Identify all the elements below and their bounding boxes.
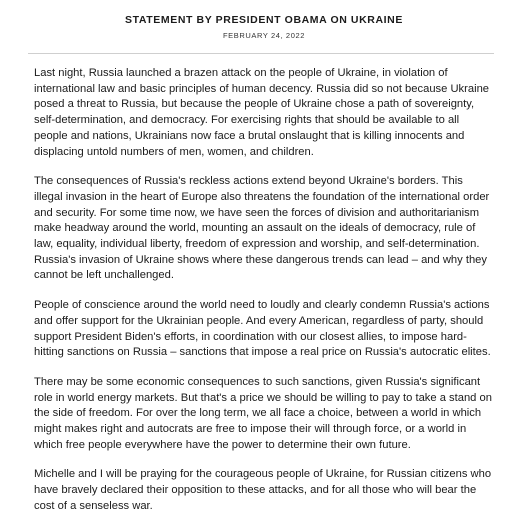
statement-title: STATEMENT BY PRESIDENT OBAMA ON UKRAINE [125, 14, 403, 26]
paragraph-1: Last night, Russia launched a brazen attack on the people of Ukraine, in violation of international law and basic principles of human decency. Russia did so not because Ukraine posed a threat to Russia, but because the people of Ukraine chose a path of sovereignty, self-determination, and democracy. For exercising rights that should be available to all people and nations, Ukrainians now face a brutal onslaught that is killing innocents and displacing untold numbers of men, women, and children. [34, 67, 490, 158]
paragraph-3: People of conscience around the world need to loudly and clearly condemn Russia's actions and offer support for the Ukrainian people. And every American, regardless of party, should support President Biden's efforts, in coordination with our closest allies, to impose hard-hitting sanctions on Russia – sanctions that impose a real price on Russia's autocratic elites. [34, 299, 491, 359]
paragraph-5: Michelle and I will be praying for the courageous people of Ukraine, for Russian citizens who have bravely declared their opposition to these attacks, and for all those who will bear the cost of a senseless war. [34, 468, 492, 512]
statement-date: FEBRUARY 24, 2022 [222, 31, 306, 40]
statement-body [34, 54, 494, 515]
paragraph-2: The consequences of Russia's reckless actions extend beyond Ukraine's borders. This illegal invasion in the heart of Europe also threatens the foundation of the international order and security. For some time now, we have seen the forces of division and authoritarianism make headway around the world, mounting an assault on the ideals of democracy, rule of law, equality, individual liberty, freedom of expression and worship, and self-determination. Russia's invasion of Ukraine shows where these dangerous trends can lead – and why they cannot be left unchallenged. [34, 175, 490, 282]
paragraph-4: There may be some economic consequences to such sanctions, given Russia's significant role in world energy markets. But that's a price we should be willing to pay to take a stand on the side of freedom. For over the long term, we all face a choice, between a world in which might makes right and autocrats are free to impose their will through force, or a world in which free people everywhere have the power to determine their own future. [34, 375, 492, 451]
